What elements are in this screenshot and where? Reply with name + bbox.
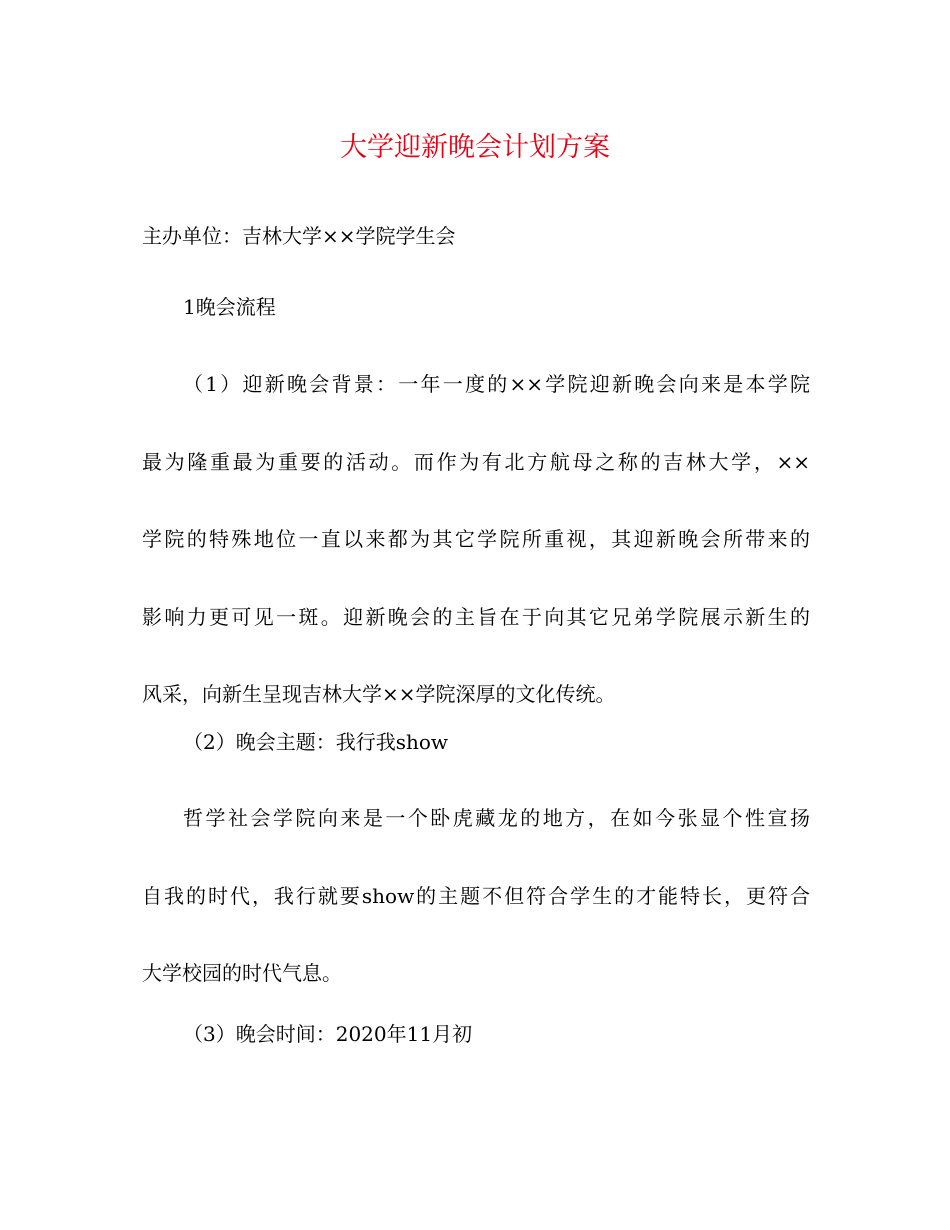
paragraph-line: 风采，向新生呈现吉林大学××学院深厚的文化传统。 <box>142 682 616 706</box>
paragraph-line: 影响力更可见一斑。迎新晚会的主旨在于向其它兄弟学院展示新生的 <box>142 604 810 629</box>
theme-paragraph <box>142 800 810 991</box>
paragraph-line: 哲学社会学院向来是一个卧虎藏龙的地方，在如今张显个性宣扬 <box>183 806 810 830</box>
paragraph-line: 最为隆重最为重要的活动。而作为有北方航母之称的吉林大学，×× <box>142 449 810 474</box>
background-paragraph <box>142 366 810 712</box>
document-title: 大学迎新晚会计划方案 <box>340 132 610 163</box>
section-heading: 1晚会流程 <box>183 295 276 319</box>
organizer-line: 主办单位：吉林大学××学院学生会 <box>142 224 456 248</box>
paragraph-line: （1）迎新晚会背景：一年一度的××学院迎新晚会向来是本学院 <box>183 372 810 396</box>
theme-heading: （2）晚会主题：我行我show <box>183 730 449 754</box>
paragraph-line: 大学校园的时代气息。 <box>142 961 342 985</box>
paragraph-line: 自我的时代，我行就要show的主题不但符合学生的才能特长，更符合 <box>142 883 810 908</box>
paragraph-line: 学院的特殊地位一直以来都为其它学院所重视，其迎新晚会所带来的 <box>142 527 810 551</box>
time-heading: （3）晚会时间：2020年11月初 <box>183 1022 473 1046</box>
